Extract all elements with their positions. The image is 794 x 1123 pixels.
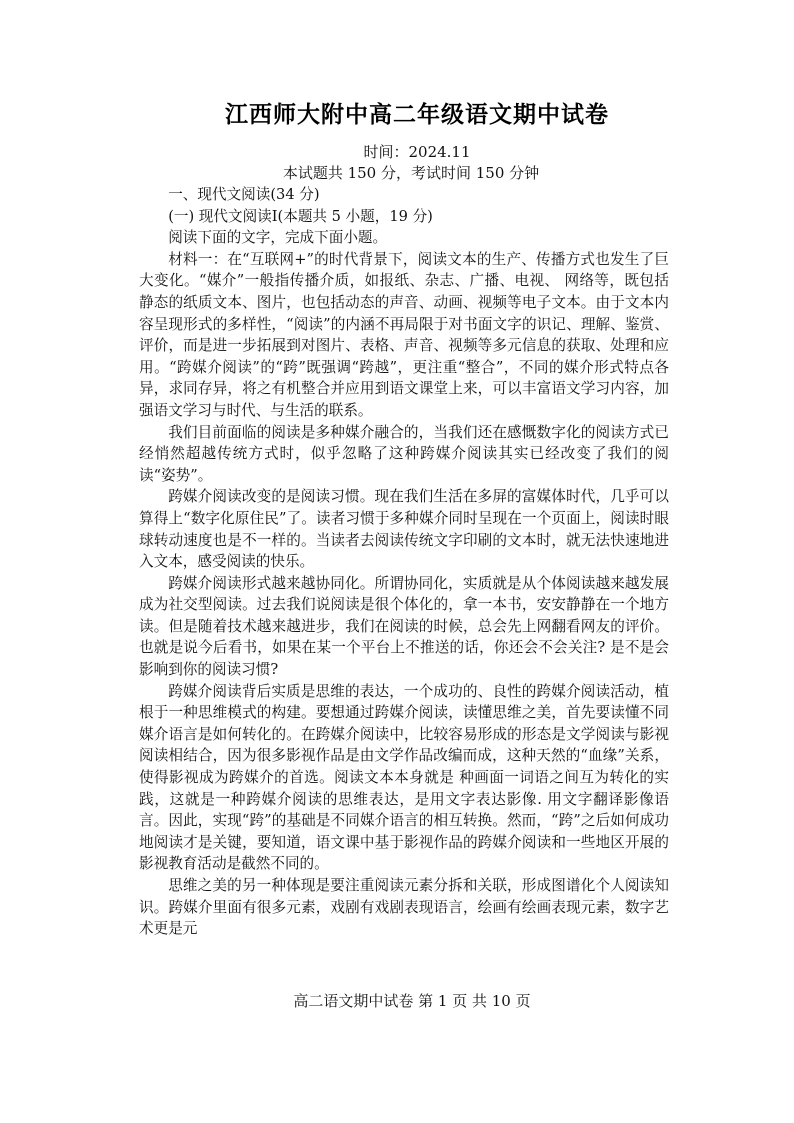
sub-heading: (一) 现代文阅读Ⅰ(本题共 5 小题，19 分) — [168, 207, 433, 225]
paragraph: 跨媒介阅读改变的是阅读习惯。现在我们生活在多屏的富媒体时代，几乎可以算得上“数字化原住民”了。读者习惯于多种媒介同时呈现在一个页面上，阅读时眼球转动速度也是不一样的。当读者去阅读传统文字印刷的文本时，就无法快速地进入文本，感受阅读的快乐。 — [139, 488, 669, 571]
section-heading: 一、现代文阅读(34 分) — [168, 186, 320, 203]
exam-info: 本试题共 150 分，考试时间 150 分钟 — [282, 164, 540, 182]
exam-title: 江西师大附中高二年级语文期中试卷 — [225, 102, 609, 128]
page-footer: 高二语文期中试卷 第 1 页 共 10 页 — [293, 992, 531, 1010]
paragraph: 思维之美的另一种体现是要注重阅读元素分拆和关联，形成图谱化个人阅读知识。跨媒介里面有很多元素，戏剧有戏剧表现语言，绘画有绘画表现元素，数字艺术更是元 — [139, 877, 669, 938]
instruction: 阅读下面的文字，完成下面小题。 — [168, 229, 388, 247]
paragraph: 跨媒介阅读形式越来越协同化。所谓协同化，实质就是从个体阅读越来越发展成为社交型阅读。过去我们说阅读是很个体化的，拿一本书，安安静静在一个地方读。但是随着技术越来越进步，我们在阅读的时候，总会先上网翻看网友的评价。也就是说今后看书，如果在某一个平台上不推送的话，你还会不会关注? 是不是会影响到你的阅读习惯? — [139, 574, 669, 679]
paragraph: 跨媒介阅读背后实质是思维的表达，一个成功的、良性的跨媒介阅读活动，植根于一种思维模式的构建。要想通过跨媒介阅读，读懂思维之美，首先要读懂不同媒介语言是如何转化的。在跨媒介阅读中，比较容易形成的形态是文学阅读与影视阅读相结合，因为很多影视作品是由文学作品改编而成，这种天然的“血缘”关系，使得影视成为跨媒介的首选。阅读文本本身就是 种画面一词语之间互为转化的实践，这就是一种跨媒介阅读的思维表达，是用文字表达影像. 用文字翻译影像语言。因此，实现“跨”的基础是不同媒介语言的相互转换。然而，“跨”之后如何成功地阅读才是关键，要知道，语文课中基于影视作品的跨媒介阅读和一些地区开展的影视教育活动是截然不同的。 — [139, 682, 669, 873]
paragraph: 我们目前面临的阅读是多种媒介融合的，当我们还在感慨数字化的阅读方式已经悄然超越传统方式时，似乎忽略了这种跨媒介阅读其实已经改变了我们的阅读“姿势”。 — [139, 423, 669, 484]
reading-section — [139, 184, 669, 940]
exam-time: 时间：2024.11 — [363, 143, 471, 161]
paragraph-material-one: 材料一：在“互联网+”的时代背景下，阅读文本的生产、传播方式也发生了巨大变化。“媒介”一般指传播介质，如报纸、杂志、广播、电视、 网络等，既包括静态的纸质文本、图片，也包括动态的声音、动画、视频等电子文本。由于文本内容呈现形式的多样性，“阅读”的内涵不再局限于对书面文字的识记、理解、鉴赏、评价，而是进一步拓展到对图片、表格、声音、视频等多元信息的获取、处理和应用。“跨媒介阅读”的“跨”既强调“跨越”，更注重“整合”，不同的媒介形式特点各异，求同存异，将之有机整合并应用到语文课堂上来，可以丰富语文学习内容，加强语文学习与时代、与生活的联系。 — [139, 250, 669, 419]
